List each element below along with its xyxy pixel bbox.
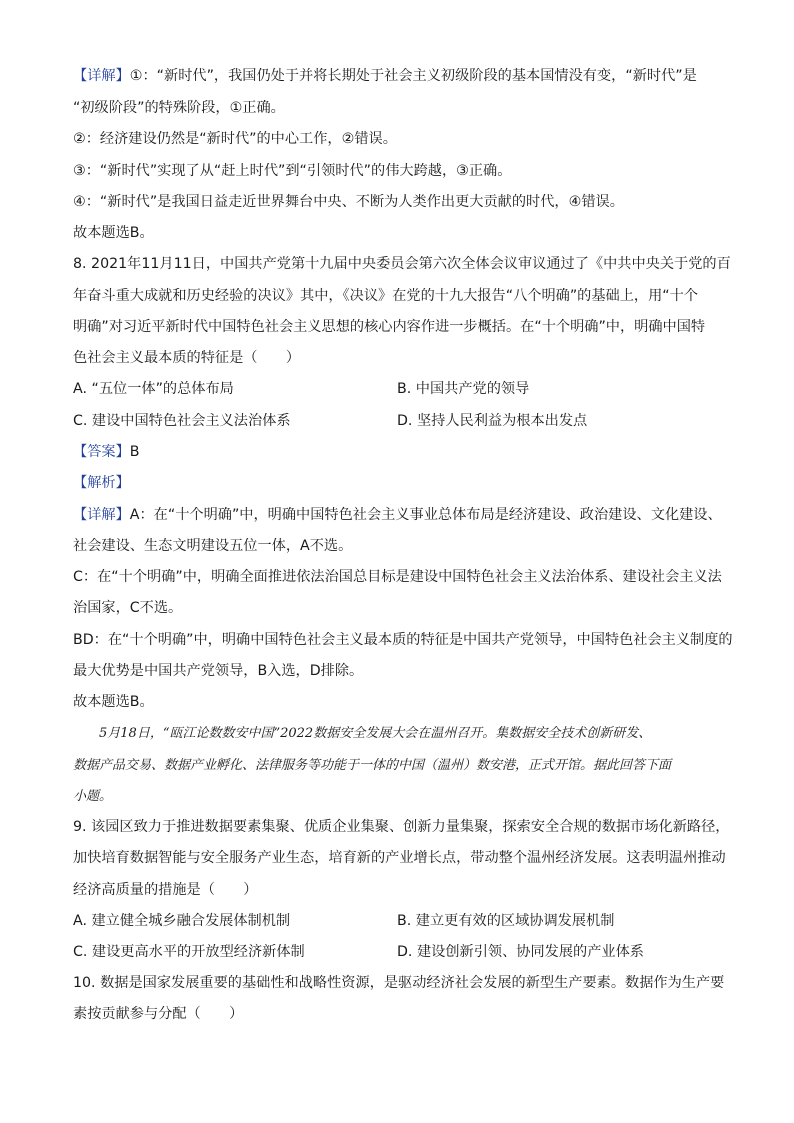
q9-option-d: D. 建设创新引领、协同发展的产业体系: [397, 944, 644, 960]
explanation-line: “初级阶段”的特殊阶段，①正确。: [73, 100, 285, 116]
question-8-stem: 明确”对习近平新时代中国特色社会主义思想的核心内容作进一步概括。在“十个明确”中，明确中国特: [73, 319, 706, 335]
answer-value: B: [129, 444, 140, 460]
explanation-line: 【详解】①：“新时代”，我国仍处于并将长期处于社会主义初级阶段的基本国情没有变，“新时代”是: [73, 68, 697, 84]
question-9-stem: 经济高质量的措施是（ ）: [73, 882, 258, 898]
material-paragraph: 小题。: [73, 789, 113, 804]
q9-option-b: B. 建立更有效的区域协调发展机制: [397, 913, 615, 929]
question-8-stem: 色社会主义最本质的特征是（ ）: [73, 350, 301, 366]
conclusion-line: 故本题选B。: [73, 694, 154, 710]
question-8-stem: 年奋斗重大成就和历史经验的决议》其中，《决议》在党的十九大报告“八个明确”的基础上，用“十个: [73, 288, 699, 304]
q9-option-c: C. 建设更高水平的开放型经济新体制: [73, 944, 305, 960]
question-9-stem: 加快培育数据智能与安全服务产业生态，培育新的产业增长点，带动整个温州经济发展。这表明温州推动: [73, 850, 726, 866]
explanation-line: ③：“新时代”实现了从“赶上时代”到“引领时代”的伟大跨越，③正确。: [73, 163, 512, 179]
detail-tag: 【详解】: [73, 507, 130, 523]
q8-option-b: B. 中国共产党的领导: [397, 381, 530, 397]
question-10-stem: 素按贡献参与分配（ ）: [73, 1006, 244, 1022]
question-8-stem: 8. 2021年11月11日，中国共产党第十九届中央委员会第六次全体会议审议通过了《中共中央关于党的百: [73, 256, 731, 272]
detail-line: C：在“十个明确”中，明确全面推进依法治国总目标是建设中国特色社会主义法治体系、建设社会主义法: [73, 569, 722, 585]
answer-tag: 【答案】: [73, 444, 130, 460]
question-10-stem: 10. 数据是国家发展重要的基础性和战略性资源，是驱动经济社会发展的新型生产要素。数据作为生产要: [73, 975, 725, 991]
detail-line: 【详解】A：在“十个明确”中，明确中国特色社会主义事业总体布局是经济建设、政治建设、文化建设、: [73, 507, 722, 523]
detail-line: 治国家，C不选。: [73, 600, 183, 616]
material-paragraph: 5月18日，“瓯江论数数安中国”2022数据安全发展大会在温州召开。集数据安全技术创新研发、: [73, 726, 652, 741]
q8-option-c: C. 建设中国特色社会主义法治体系: [73, 413, 291, 429]
conclusion-line: 故本题选B。: [73, 225, 154, 241]
material-paragraph: 数据产品交易、数据产业孵化、法律服务等功能于一体的中国（温州）数安港，正式开馆。据此回答下面: [73, 758, 672, 773]
detail-line: 最大优势是中国共产党领导，B入选，D排除。: [73, 663, 364, 679]
detail-line: 社会建设、生态文明建设五位一体，A不选。: [73, 538, 353, 554]
q9-option-a: A. 建立健全城乡融合发展体制机制: [73, 913, 291, 929]
q8-option-a: A. “五位一体”的总体布局: [73, 381, 234, 397]
q8-option-d: D. 坚持人民利益为根本出发点: [397, 413, 588, 429]
analysis-tag: 【解析】: [73, 475, 130, 491]
explanation-line: ④：“新时代”是我国日益走近世界舞台中央、不断为人类作出更大贡献的时代，④错误。: [73, 194, 624, 210]
answer-line: [73, 442, 733, 462]
question-9-stem: 9. 该园区致力于推进数据要素集聚、优质企业集聚、创新力量集聚，探索安全合规的数据市场化新路径，: [73, 819, 730, 835]
detail-tag: 【详解】: [73, 68, 130, 84]
analysis-line: [73, 473, 733, 493]
detail-line: BD：在“十个明确”中，明确中国特色社会主义最本质的特征是中国共产党领导，中国特色社会主义制度的: [73, 632, 733, 648]
explanation-line: ②：经济建设仍然是“新时代”的中心工作，②错误。: [73, 131, 397, 147]
